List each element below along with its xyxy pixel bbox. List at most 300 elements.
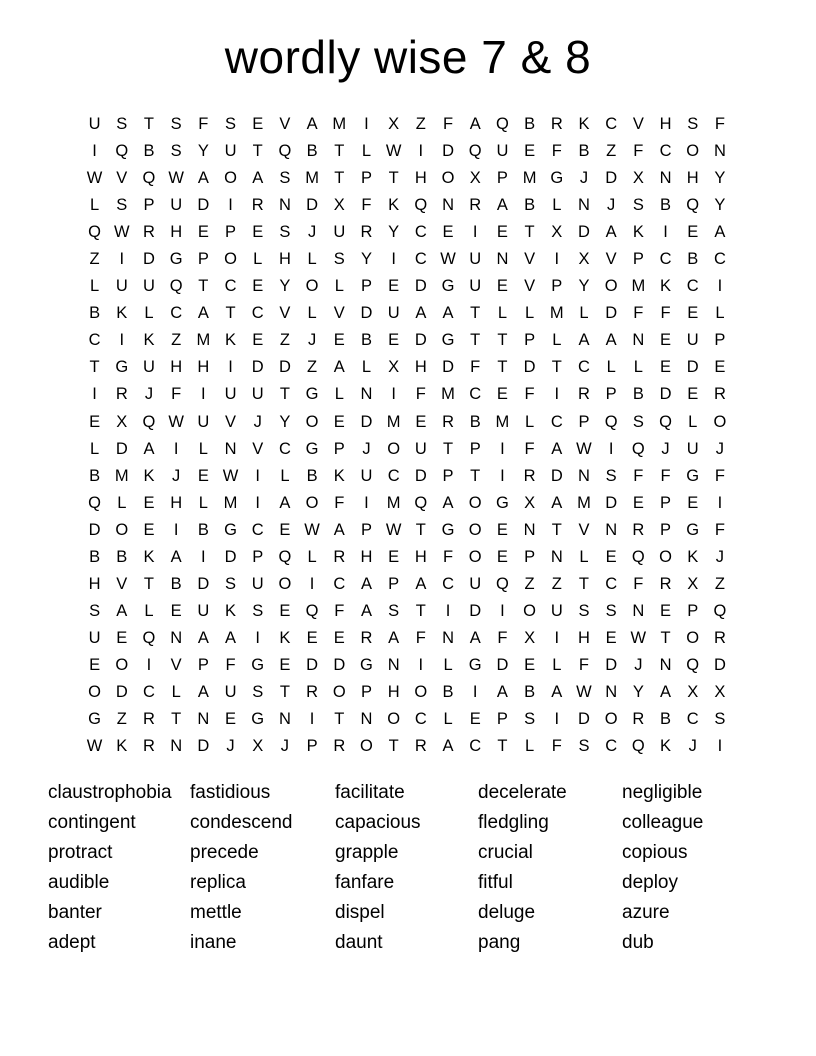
grid-letter: A [442,493,454,512]
grid-letter: T [334,710,345,729]
grid-letter: E [279,601,291,620]
grid-letter: C [143,683,155,701]
grid-letter: F [442,547,454,566]
grid-letter: A [551,493,563,512]
grid-letter: Q [115,142,129,161]
grid-letter: W [86,169,103,188]
grid-letter: F [334,493,345,512]
grid-letter: K [143,547,155,566]
grid-letter: L [579,304,589,323]
grid-letter: Z [415,115,426,134]
grid-letter: N [278,710,291,729]
grid-letter: S [279,169,291,188]
grid-letter: A [442,737,454,756]
grid-letter: B [89,304,101,323]
grid-letter: A [170,547,182,566]
grid-letter: K [660,737,672,756]
grid-letter: T [89,358,100,377]
grid-letter: M [577,493,591,512]
grid-letter: P [143,196,155,215]
grid-letter: F [198,115,209,134]
grid-letter: L [361,358,372,377]
grid-letter: W [222,466,239,485]
grid-letter: E [496,385,508,404]
grid-letter: L [144,304,154,323]
grid-letter: G [169,250,183,269]
grid-letter: I [173,439,179,458]
grid-letter: I [554,250,560,269]
grid-letter: D [713,655,726,674]
grid-letter: L [715,304,725,323]
grid-letter: J [307,223,317,242]
grid-letter: L [90,196,100,215]
grid-letter: L [144,601,154,620]
grid-letter: U [224,142,237,161]
grid-letter: A [551,439,563,458]
grid-letter: B [660,710,672,729]
grid-letter: R [442,412,454,431]
grid-letter: S [170,142,182,161]
grid-letter: L [117,493,127,512]
grid-letter: J [144,385,154,404]
grid-letter: L [552,196,562,215]
grid-letter: K [632,223,644,242]
grid-letter: T [279,683,290,701]
grid-letter: N [170,737,183,756]
grid-letter: D [605,493,618,512]
grid-letter: R [713,385,726,404]
grid-letter: T [252,142,263,161]
grid-letter: F [578,655,590,674]
grid-letter: P [496,710,508,729]
grid-letter: P [306,737,318,756]
grid-letter: I [391,250,396,269]
grid-letter: M [549,304,564,323]
grid-letter: E [687,223,699,242]
grid-letter: L [253,250,263,269]
grid-letter: X [524,493,536,512]
grid-letter: R [143,710,155,729]
grid-letter: P [225,223,237,242]
grid-letter: N [224,439,237,458]
grid-letter: A [279,493,291,512]
grid-letter: K [116,304,128,323]
grid-letter: E [306,628,318,647]
grid-letter: S [225,574,237,593]
grid-letter: T [660,628,671,647]
grid-letter: D [197,737,210,756]
grid-letter: T [334,142,345,161]
grid-letter: Q [305,601,319,620]
grid-letter: I [146,655,152,674]
grid-letter: E [660,331,672,350]
grid-letter: J [607,196,616,215]
grid-letter: W [168,412,184,431]
grid-letter: E [687,493,699,512]
grid-letter: O [441,169,455,188]
word-item: audible [48,871,110,893]
grid-letter: G [115,358,129,377]
grid-letter: P [360,520,372,539]
grid-letter: D [333,655,346,674]
word-item: contingent [48,811,136,833]
word-item: azure [622,901,670,923]
grid-letter: O [468,493,482,512]
grid-letter: D [251,358,264,377]
grid-letter: N [713,142,726,161]
grid-letter: U [143,277,155,296]
grid-letter: A [197,683,209,701]
grid-letter: D [197,574,210,593]
grid-letter: U [88,115,101,134]
grid-letter: I [608,439,614,458]
grid-letter: C [414,710,427,729]
grid-letter: M [495,412,510,431]
grid-letter: I [92,142,97,161]
grid-letter: D [115,439,128,458]
grid-letter: S [279,223,291,242]
word-item: fastidious [190,782,271,803]
grid-letter: R [333,547,346,566]
grid-letter: K [388,196,400,215]
grid-letter: M [114,466,129,485]
grid-letter: Q [414,196,428,215]
grid-letter: A [415,574,427,593]
grid-letter: U [387,304,400,323]
grid-letter: V [333,304,345,323]
grid-letter: R [143,737,155,756]
grid-letter: J [226,737,235,756]
grid-letter: U [88,628,101,647]
grid-letter: E [388,277,400,296]
grid-letter: I [472,683,478,701]
grid-letter: C [686,710,699,729]
grid-letter: J [579,169,589,188]
grid-letter: F [551,142,562,161]
grid-letter: M [631,277,646,296]
grid-letter: T [551,358,562,377]
grid-letter: L [552,331,562,350]
grid-letter: H [170,223,183,242]
grid-letter: K [116,737,128,756]
grid-letter: S [388,601,400,620]
grid-letter: O [713,412,727,431]
grid-letter: B [469,412,481,431]
grid-letter: S [605,601,617,620]
grid-letter: T [442,439,454,458]
grid-letter: Y [714,196,726,215]
grid-letter: Y [714,169,726,188]
grid-letter: Q [659,412,672,431]
grid-letter: L [171,683,181,701]
grid-letter: A [360,574,372,593]
grid-letter: I [201,385,206,404]
grid-letter: G [305,439,319,458]
grid-letter: I [717,737,723,756]
grid-letter: A [360,601,372,620]
grid-letter: D [496,655,509,674]
word-item: adept [48,931,96,953]
grid-letter: L [198,493,208,512]
grid-letter: B [687,250,699,269]
grid-letter: U [686,439,699,458]
grid-letter: M [223,493,238,512]
grid-letter: T [388,169,399,188]
grid-letter: T [497,331,508,350]
grid-letter: M [332,115,347,134]
grid-letter: E [333,412,345,431]
grid-letter: P [660,520,672,539]
grid-letter: G [360,655,373,674]
grid-letter: V [524,277,536,296]
grid-letter: L [280,466,290,485]
grid-letter: V [116,574,128,593]
grid-letter: A [605,223,617,242]
grid-letter: I [201,547,206,566]
grid-letter: K [578,115,590,134]
grid-letter: C [251,520,264,539]
grid-letter: M [386,493,401,512]
grid-letter: Y [197,142,209,161]
grid-letter: O [604,277,618,296]
grid-letter: B [89,547,101,566]
grid-letter: S [170,115,182,134]
grid-letter: A [143,439,155,458]
grid-letter: N [605,683,618,701]
grid-letter: C [414,223,427,242]
word-item: capacious [335,811,421,833]
grid-letter: S [632,196,644,215]
grid-letter: Q [278,547,292,566]
grid-letter: E [605,628,617,647]
grid-letter: P [605,385,617,404]
grid-letter: M [386,412,401,431]
grid-letter: W [113,223,130,242]
grid-letter: C [224,277,237,296]
grid-letter: D [115,683,128,701]
grid-letter: D [605,304,618,323]
grid-letter: S [116,115,128,134]
grid-letter: A [306,115,318,134]
grid-letter: Q [142,169,156,188]
grid-letter: X [578,250,590,269]
grid-letter: L [307,304,317,323]
grid-letter: H [170,358,183,377]
grid-letter: E [496,277,508,296]
grid-letter: K [660,277,672,296]
grid-letter: G [251,655,265,674]
grid-letter: K [687,547,699,566]
grid-letter: D [578,710,590,729]
grid-letter: T [143,115,155,134]
word-list-column [622,778,772,957]
grid-letter: A [442,304,454,323]
grid-letter: X [524,628,536,647]
grid-letter: C [578,358,590,377]
grid-letter: H [170,493,183,512]
grid-letter: F [551,737,562,756]
grid-letter: R [469,196,482,215]
grid-letter: E [333,331,345,350]
grid-letter: O [523,601,537,620]
grid-letter: E [197,466,209,485]
grid-letter: I [92,385,97,404]
word-item: deploy [622,871,678,893]
grid-letter: D [605,655,618,674]
grid-letter: F [660,466,671,485]
grid-letter: T [578,574,590,593]
grid-letter: O [686,628,700,647]
grid-letter: U [251,385,264,404]
grid-letter: N [550,547,563,566]
grid-letter: A [197,304,209,323]
grid-letter: F [633,304,644,323]
grid-letter: P [333,439,345,458]
grid-letter: F [470,358,481,377]
grid-letter: K [225,601,237,620]
grid-letter: E [252,115,264,134]
grid-letter: O [360,737,373,756]
grid-letter: L [307,250,317,269]
grid-letter: P [388,574,400,593]
grid-letter: B [632,385,644,404]
grid-letter: L [361,142,372,161]
grid-letter: B [524,683,536,701]
grid-letter: H [414,358,427,377]
grid-letter: D [143,250,155,269]
grid-letter: S [632,412,644,431]
grid-letter: O [278,574,292,593]
grid-letter: Q [631,737,645,756]
grid-letter: H [578,628,590,647]
grid-letter: B [524,115,536,134]
grid-letter: D [523,358,536,377]
grid-letter: G [224,520,237,539]
grid-letter: Z [279,331,290,350]
grid-letter: E [388,331,400,350]
grid-letter: I [472,223,478,242]
grid-letter: E [143,520,155,539]
grid-letter: E [89,655,101,674]
grid-letter: F [714,520,725,539]
grid-letter: T [415,601,426,620]
puzzle-title: wordly wise 7 & 8 [224,31,592,83]
grid-letter: R [632,710,645,729]
grid-letter: N [632,331,645,350]
grid-letter: U [414,439,427,458]
grid-letter: U [224,385,237,404]
grid-letter: R [523,466,536,485]
grid-letter: E [252,331,264,350]
grid-letter: C [414,250,427,269]
grid-letter: H [387,683,400,701]
grid-letter: L [443,655,453,674]
grid-letter: D [686,358,699,377]
grid-letter: K [279,628,291,647]
grid-letter: E [496,223,508,242]
grid-letter: X [687,683,699,701]
grid-letter: I [255,466,261,485]
grid-letter: E [687,304,699,323]
grid-letter: I [445,601,451,620]
grid-letter: D [306,196,319,215]
grid-letter: E [89,412,101,431]
grid-letter: I [228,358,233,377]
grid-letter: I [119,250,125,269]
grid-letter: N [659,655,672,674]
grid-letter: N [496,250,509,269]
grid-letter: Z [171,331,182,350]
grid-letter: E [496,547,508,566]
grid-letter: H [278,250,291,269]
grid-letter: S [687,115,699,134]
grid-letter: A [469,628,481,647]
grid-letter: R [550,115,563,134]
grid-letter: H [659,115,672,134]
grid-letter: X [116,412,128,431]
grid-letter: U [333,223,346,242]
grid-letter: E [279,520,291,539]
letter-grid [81,111,734,760]
grid-letter: U [686,331,699,350]
grid-letter: V [225,412,237,431]
grid-letter: Q [142,628,156,647]
grid-letter: C [251,304,264,323]
grid-letter: E [496,520,508,539]
grid-letter: I [173,520,179,539]
grid-letter: Q [142,412,156,431]
grid-letter: F [415,385,426,404]
grid-letter: F [415,628,426,647]
grid-letter: N [197,710,210,729]
grid-letter: X [388,358,400,377]
grid-letter: A [333,520,345,539]
grid-letter: T [415,520,426,539]
grid-letter: G [441,520,455,539]
grid-letter: E [660,358,672,377]
word-item: dispel [335,901,385,923]
grid-letter: B [143,142,155,161]
grid-letter: O [305,493,319,512]
grid-letter: A [714,223,726,242]
grid-letter: G [251,710,265,729]
grid-letter: I [500,439,505,458]
grid-letter: R [333,737,346,756]
grid-letter: Q [631,439,645,458]
grid-letter: G [550,169,564,188]
grid-letter: A [551,683,563,701]
grid-letter: F [633,574,644,593]
grid-letter: F [524,385,535,404]
grid-letter: T [470,331,481,350]
grid-letter: K [333,466,345,485]
grid-letter: U [360,466,373,485]
grid-letter: I [391,385,396,404]
grid-letter: G [88,710,102,729]
grid-letter: O [305,412,319,431]
grid-letter: R [632,520,645,539]
grid-letter: D [605,169,618,188]
grid-letter: Q [604,412,618,431]
grid-letter: W [576,683,592,701]
grid-letter: T [470,466,481,485]
grid-letter: R [115,385,128,404]
grid-letter: J [307,331,317,350]
grid-letter: C [278,439,291,458]
grid-letter: S [578,601,590,620]
grid-letter: C [713,250,726,269]
word-list-column [48,778,190,957]
